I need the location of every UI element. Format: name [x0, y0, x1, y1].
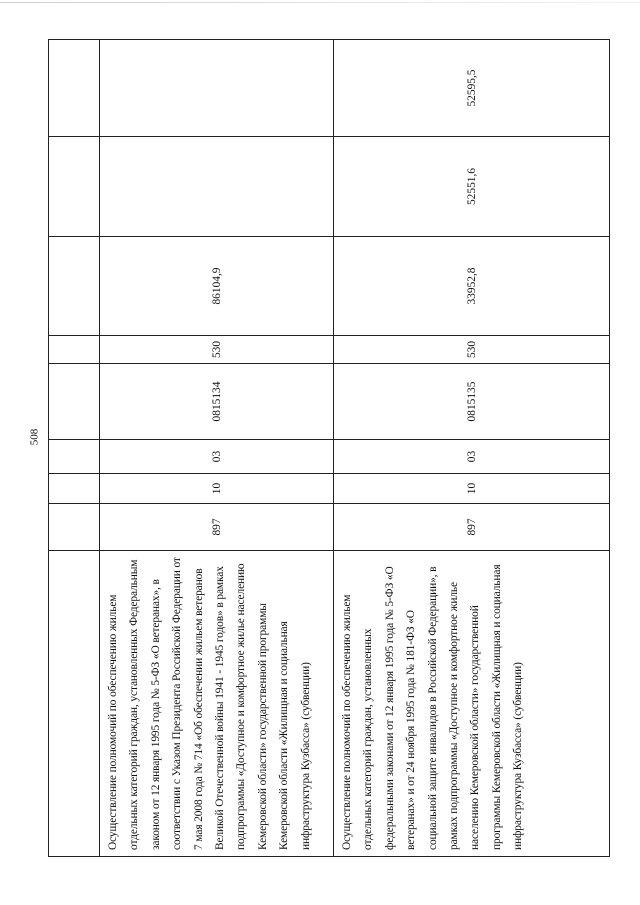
- expense-type-code: 530: [100, 336, 334, 364]
- amount-year-2: [100, 137, 334, 237]
- amount-year-2: 52551,6: [334, 137, 610, 237]
- amount-year-3: [100, 40, 334, 137]
- table-row: [100, 40, 334, 857]
- row-description: Осуществление полномочий по обеспечению жильем отдельных категорий граждан, установленных Федеральным законом от 12 января 1995 года № 5-ФЗ «О ветеранах», в соответствии с Указом Президента Российской Федерации от 7 мая 2008 года № 714 «Об обеспечении жильем ветеранов Великой Отечественной войны 1941 - 1945 годов» в рамках подпрограммы «Доступное и комфортное жилье населению Кемеровской области» государственной программы Кемеровской области «Жилищная и социальная инфраструктура Кузбасса» (субвенции): [100, 551, 334, 857]
- ministry-code: 897: [334, 504, 610, 551]
- rotated-table-wrapper: [48, 40, 602, 857]
- table-cell-empty: [49, 551, 100, 857]
- page-number: 508: [28, 428, 41, 446]
- subsection-code: 03: [100, 440, 334, 474]
- amount-year-3: 52595,5: [334, 40, 610, 137]
- table-cell-empty: [49, 40, 100, 137]
- section-code: 10: [100, 474, 334, 504]
- table-top-row: [49, 40, 100, 857]
- target-article-code: 0815134: [100, 364, 334, 440]
- scan-edge-line: [0, 2, 640, 3]
- expense-type-code: 530: [334, 336, 610, 364]
- ministry-code: 897: [100, 504, 334, 551]
- table-cell-empty: [49, 504, 100, 551]
- target-article-code: 0815135: [334, 364, 610, 440]
- row-description: Осуществление полномочий по обеспечению жильем отдельных категорий граждан, установленных федеральными законами от 12 января 1995 года № 5-ФЗ «О ветеранах» и от 24 ноября 1995 года № 181-ФЗ «О социальной защите инвалидов в Российской Федерации», в рамках подпрограммы «Доступное и комфортное жилье населению Кемеровской области» государственной программы Кемеровской области «Жилищная и социальная инфраструктура Кузбасса» (субвенции): [334, 551, 610, 857]
- amount-year-1: 86104,9: [100, 237, 334, 336]
- subsection-code: 03: [334, 440, 610, 474]
- budget-table: [48, 39, 610, 857]
- table-cell-empty: [49, 440, 100, 474]
- table-cell-empty: [49, 336, 100, 364]
- table-cell-empty: [49, 364, 100, 440]
- table-cell-empty: [49, 137, 100, 237]
- table-row: [334, 40, 610, 857]
- amount-year-1: 33952,8: [334, 237, 610, 336]
- table-cell-empty: [49, 474, 100, 504]
- table-cell-empty: [49, 237, 100, 336]
- section-code: 10: [334, 474, 610, 504]
